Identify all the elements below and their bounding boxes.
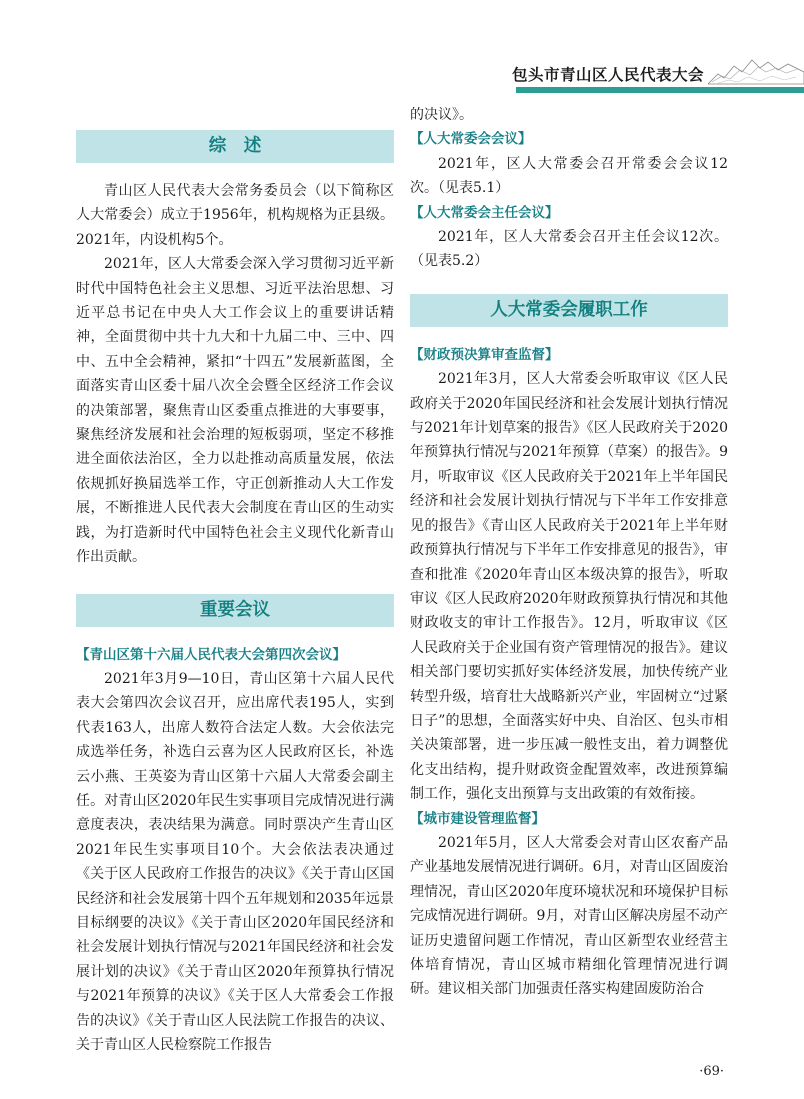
urban-construction-paragraph: 2021年5月，区人大常委会对青山区农畜产品产业基地发展情况进行调研。6月，对青山区固废治理情况，青山区2020年度环境状况和环境保护目标完成情况进行调研。9月，对青山区解决房屋不动产证历史遗留问题工作情况，青山区新型农业经营主体培育情况，青山区城市精细化管理情况进行调研。建议相关部门加强责任落实构建固废防治合: [410, 834, 728, 998]
header-rule: [516, 87, 804, 93]
director-meeting-paragraph: 2021年，区人大常委会召开主任会议12次。（见表5.2）: [410, 229, 728, 270]
header-title: 包头市青山区人民代表大会: [511, 66, 704, 84]
left-column: [76, 130, 394, 1057]
congress-session-paragraph: 2021年3月9—10日，青山区第十六届人民代表大会第四次会议召开，应出席代表195人，实到代表163人，出席人数符合法定人数。大会依法完成选举任务，补选白云喜为区人民政府区长，补选云小燕、王英姿为青山区第十六届人大常委会副主任。对青山区2020年民生实事项目完成情况进行满意度表决，表决结果为满意。同时票决产生青山区2021年民生实事项目10个。大会依法表决通过《关于区人民政府工作报告的决议》《关于青山区国民经济和社会发展第十四个五年规划和2035年远景目标纲要的决议》《关于青山区2020年国民经济和社会发展计划执行情况与2021年国民经济和社会发展计划的决议》《关于青山区2020年预算执行情况与2021年预算的决议》《关于区人大常委会工作报告的决议》《关于青山区人民法院工作报告的决议、关于青山区人民检察院工作报告: [76, 670, 394, 1053]
subheading-urban-construction: 【城市建设管理监督】: [410, 810, 545, 827]
subheading-budget-supervision: 【财政预决算审查监督】: [410, 346, 559, 363]
continued-text: 的决议》。: [410, 107, 473, 123]
overview-paragraph-1: 青山区人民代表大会常务委员会（以下简称区人大常委会）成立于1956年，机构规格为正县级。2021年，内设机构5个。: [76, 183, 394, 248]
right-column: [410, 103, 728, 1002]
standing-committee-paragraph: 2021年，区人大常委会召开常委会会议12次。（见表5.1）: [410, 155, 728, 197]
subheading-standing-committee-meeting: 【人大常委会会议】: [410, 131, 532, 148]
page-number: ·69·: [699, 1064, 724, 1079]
page-header: [0, 0, 804, 95]
mountain-decoration-icon: [708, 48, 804, 88]
budget-supervision-paragraph: 2021年3月，区人大常委会听取审议《区人民政府关于2020年国民经济和社会发展计划执行情况与2021年计划草案的报告》《区人民政府关于2020年预算执行情况与2021年预算（草案）的报告》。9月，听取审议《区人民政府关于2021年上半年国民经济和社会发展计划执行情况与下半年工作安排意见的报告》《青山区人民政府关于2021年上半年财政预算执行情况与下半年工作安排意见的报告》，审查和批准《2020年青山区本级决算的报告》，听取审议《区人民政府2020年财政预算执行情况和其他财政收支的审计工作报告》。12月，听取审议《区人民政府关于企业国有资产管理情况的报告》。建议相关部门要切实抓好实体经济发展，加快传统产业转型升级，培育壮大战略新兴产业，牢固树立“过紧日子”的思想，全面落实好中央、自治区、包头市相关决策部署，进一步压减一般性支出，着力调整优化支出结构，提升财政资金配置效率，改进预算编制工作，强化支出预算与支出政策的有效衔接。: [410, 371, 728, 803]
section-title-overview: 综 述: [76, 130, 394, 163]
overview-paragraph-2: 2021年，区人大常委会深入学习贯彻习近平新时代中国特色社会主义思想、习近平法治思想、习近平总书记在中央人大工作会议上的重要讲话精神，全面贯彻中共十九大和十九届二中、三中、四中、五中全会精神，紧扣“十四五”发展新蓝图，全面落实青山区委十届八次全会暨全区经济工作会议的决策部署，聚焦青山区委重点推进的大事要事，聚焦经济发展和社会治理的短板弱项，坚定不移推进全面依法治区，全力以赴推动高质量发展，依法依规抓好换届选举工作，守正创新推动人大工作发展，不断推进人民代表大会制度在青山区的生动实践，为打造新时代中国特色社会主义现代化新青山作出贡献。: [76, 256, 394, 566]
section-title-duties: 人大常委会履职工作: [410, 294, 728, 327]
subheading-director-meeting: 【人大常委会主任会议】: [410, 204, 559, 221]
subheading-congress-session: 【青山区第十六届人民代表大会第四次会议】: [76, 646, 346, 663]
section-title-meetings: 重要会议: [76, 594, 394, 627]
